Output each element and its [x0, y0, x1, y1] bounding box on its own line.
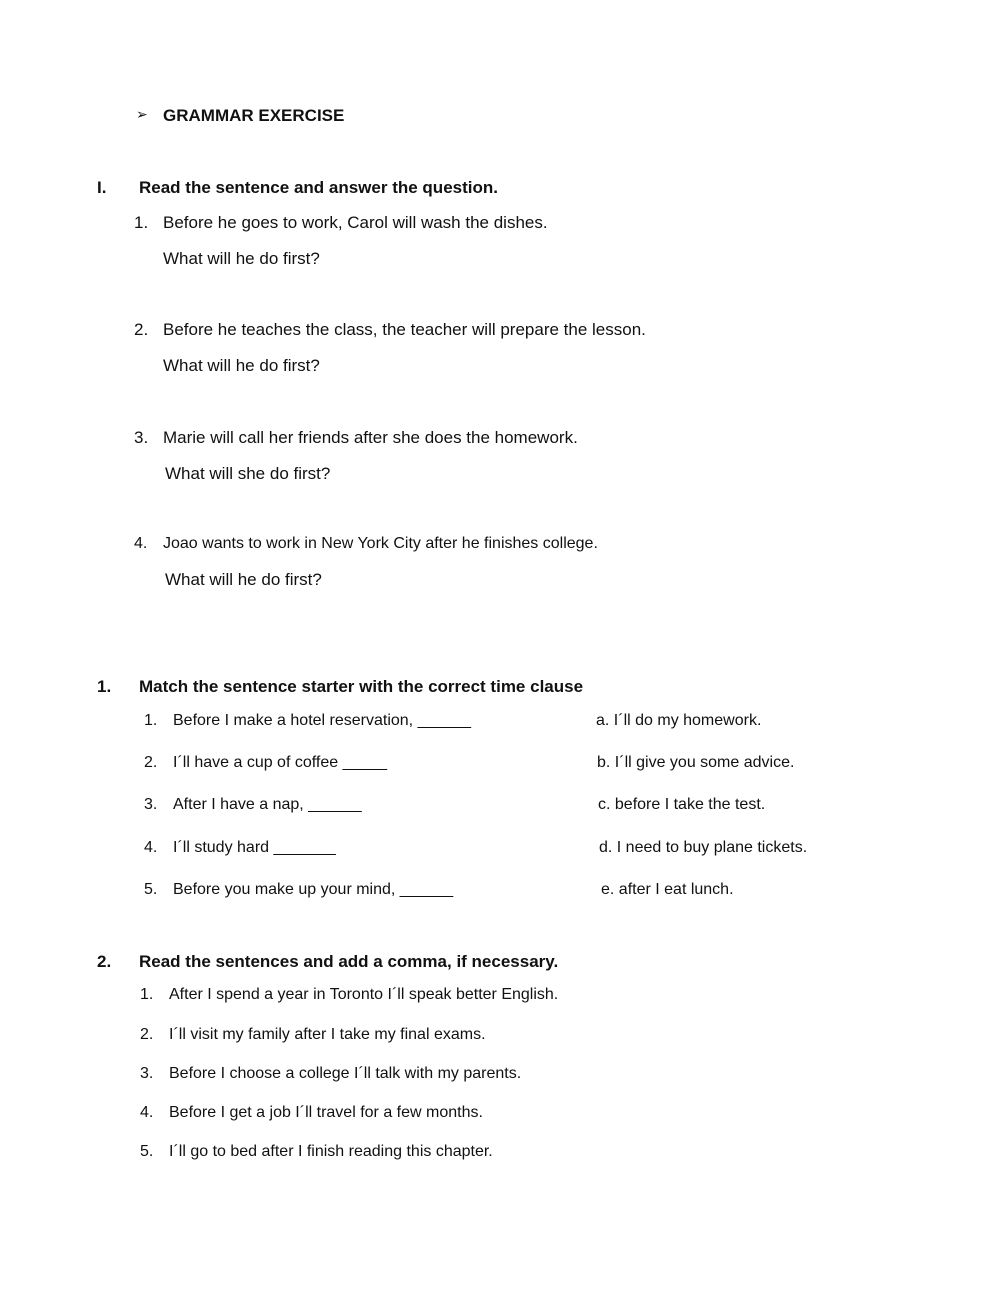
arrow-bullet-icon: ➢ [136, 107, 148, 123]
comma-item-text: Before I get a job I´ll travel for a few months. [169, 1104, 483, 1121]
clause-option: c. before I take the test. [598, 796, 766, 813]
clause-option: b. I´ll give you some advice. [597, 754, 795, 771]
comma-item-text: Before I choose a college I´ll talk with my parents. [169, 1065, 522, 1082]
section-comma-heading: Read the sentences and add a comma, if necessary. [139, 952, 559, 971]
question-prompt: What will she do first? [165, 464, 331, 483]
comma-item-number: 1. [140, 986, 154, 1003]
starter-number: 4. [144, 839, 158, 856]
section-i-heading: Read the sentence and answer the question. [139, 178, 498, 197]
page-title: GRAMMAR EXERCISE [163, 106, 345, 125]
question-sentence: Before he teaches the class, the teacher will prepare the lesson. [163, 320, 646, 339]
starter-text: I´ll study hard _______ [173, 839, 336, 856]
comma-item-number: 5. [140, 1143, 154, 1160]
section-match-heading: Match the sentence starter with the correct time clause [139, 677, 584, 696]
clause-option: a. I´ll do my homework. [596, 712, 762, 729]
starter-text: Before you make up your mind, ______ [173, 881, 454, 898]
question-number: 2. [134, 320, 149, 339]
question-number: 1. [134, 213, 149, 232]
question-prompt: What will he do first? [163, 249, 320, 268]
question-sentence: Joao wants to work in New York City after he finishes college. [163, 535, 598, 552]
question-sentence: Before he goes to work, Carol will wash the dishes. [163, 213, 548, 232]
starter-number: 2. [144, 754, 158, 771]
starter-number: 1. [144, 712, 158, 729]
question-prompt: What will he do first? [165, 570, 322, 589]
section-i-numeral: I. [97, 178, 107, 197]
comma-item-text: I´ll go to bed after I finish reading this chapter. [169, 1143, 493, 1160]
starter-number: 3. [144, 796, 158, 813]
starter-text: I´ll have a cup of coffee _____ [173, 754, 388, 771]
clause-option: d. I need to buy plane tickets. [599, 839, 808, 856]
section-match-numeral: 1. [97, 677, 112, 696]
question-prompt: What will he do first? [163, 356, 320, 375]
question-number: 3. [134, 428, 149, 447]
starter-number: 5. [144, 881, 158, 898]
comma-item-text: After I spend a year in Toronto I´ll speak better English. [169, 986, 559, 1003]
comma-item-number: 3. [140, 1065, 154, 1082]
comma-item-number: 2. [140, 1026, 154, 1043]
question-number: 4. [134, 535, 148, 552]
comma-item-number: 4. [140, 1104, 154, 1121]
starter-text: After I have a nap, ______ [173, 796, 362, 813]
section-comma-numeral: 2. [97, 952, 112, 971]
starter-text: Before I make a hotel reservation, ______ [173, 712, 471, 729]
question-sentence: Marie will call her friends after she does the homework. [163, 428, 578, 447]
clause-option: e. after I eat lunch. [601, 881, 734, 898]
comma-item-text: I´ll visit my family after I take my final exams. [169, 1026, 486, 1043]
